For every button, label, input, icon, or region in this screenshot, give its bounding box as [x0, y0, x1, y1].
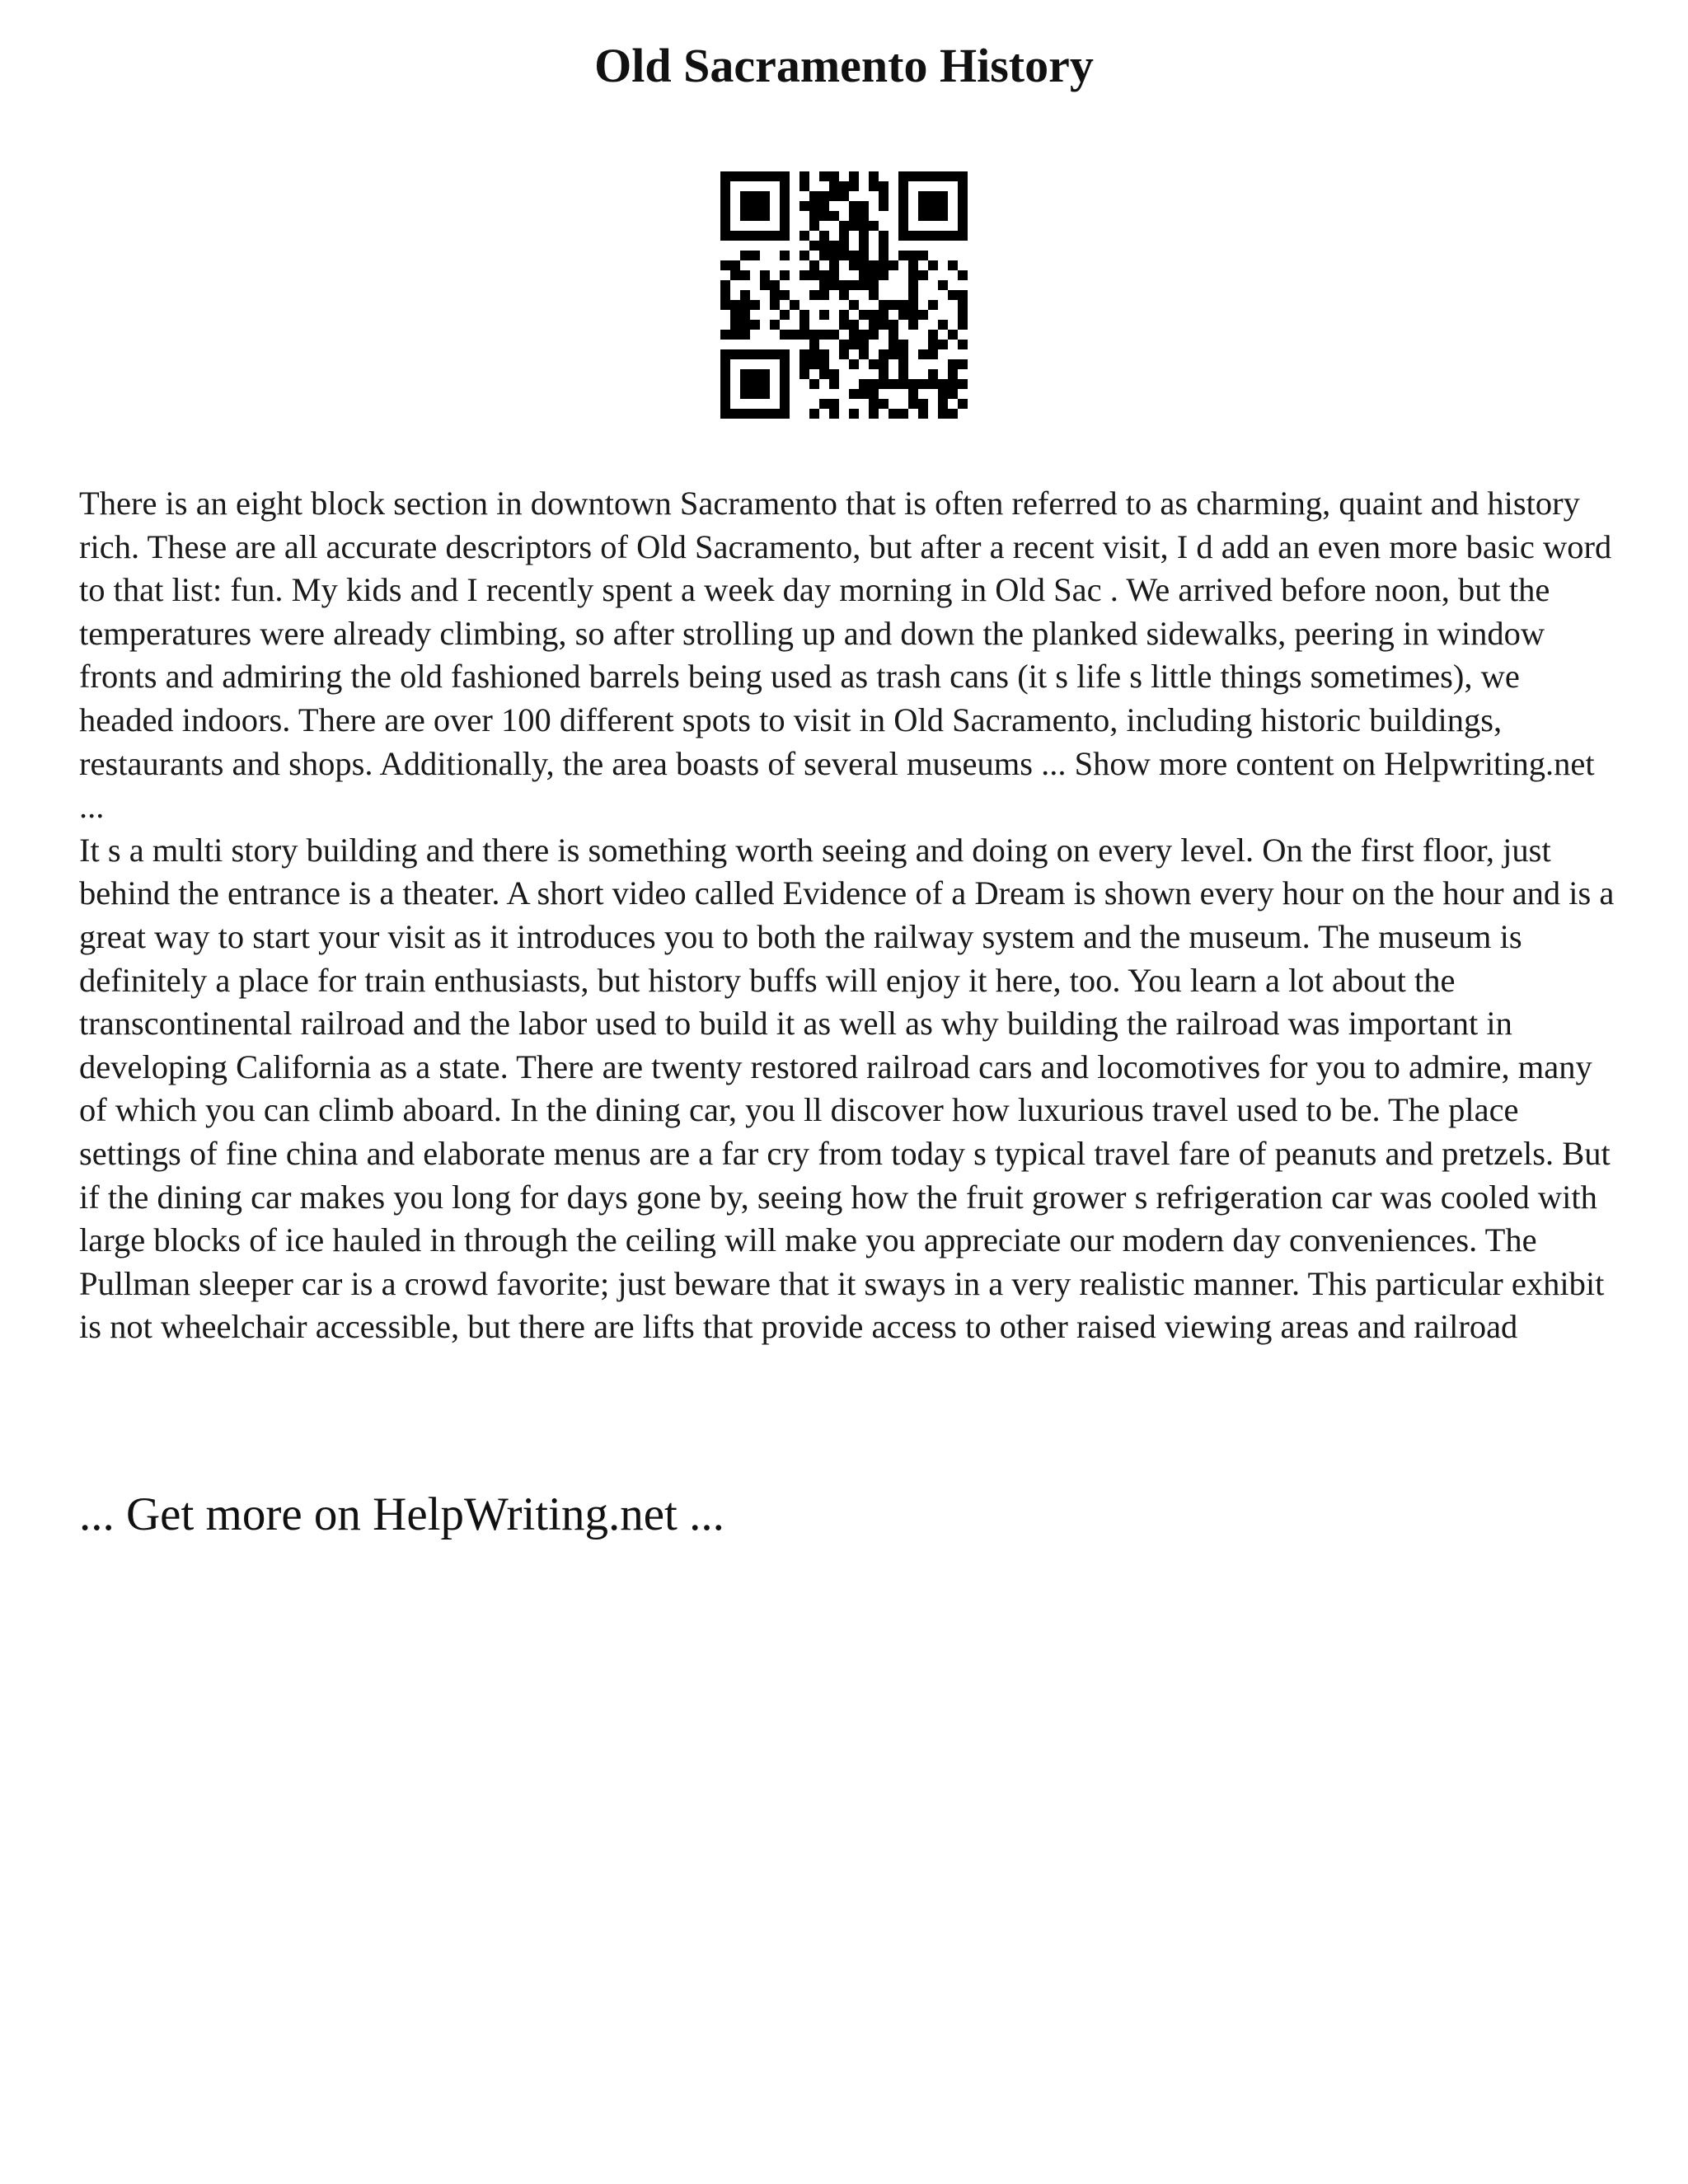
qr-code-icon[interactable] — [720, 171, 968, 419]
article-body — [79, 482, 1620, 1349]
get-more-link[interactable]: ... Get more on HelpWriting.net ... — [79, 1488, 724, 1540]
paragraph: There is an eight block section in downtown Sacramento that is often referred to as charming, quaint and history rich. These are all accurate descriptors of Old Sacramento, but after a recent visit, I d add an even more basic word to that list: fun. My kids and I recently spent a week day morning in Old Sac . We arrived before noon, but the temperatures were already climbing, so after strolling up and down the planked sidewalks, peering in window fronts and admiring the old fashioned barrels being used as trash cans (it s life s little things sometimes), we headed indoors. There are over 100 different spots to visit in Old Sacramento, including historic buildings, restaurants and shops. Additionally, the area boasts of several museums ... Show more content on Helpwriting.net ... — [79, 485, 1612, 826]
document-title: Old Sacramento History — [594, 39, 1094, 92]
paragraph: It s a multi story building and there is something worth seeing and doing on every level. On the first floor, just behind the entrance is a theater. A short video called Evidence of a Dream is shown every hour on the hour and is a great way to start your visit as it introduces you to both the railway system and the museum. The museum is definitely a place for train enthusiasts, but history buffs will enjoy it here, too. You learn a lot about the transcontinental railroad and the labor used to build it as well as why building the railroad was important in developing California as a state. There are twenty restored railroad cars and locomotives for you to admire, many of which you can climb aboard. In the dining car, you ll discover how luxurious travel used to be. The place settings of fine china and elaborate menus are a far cry from today s typical travel fare of peanuts and pretzels. But if the dining car makes you long for days gone by, seeing how the fruit grower s refrigeration car was cooled with large blocks of ice hauled in through the ceiling will make you appreciate our modern day conveniences. The Pullman sleeper car is a crowd favorite; just beware that it sways in a very realistic manner. This particular exhibit is not wheelchair accessible, but there are lifts that provide access to other raised viewing areas and railroad — [79, 831, 1615, 1346]
